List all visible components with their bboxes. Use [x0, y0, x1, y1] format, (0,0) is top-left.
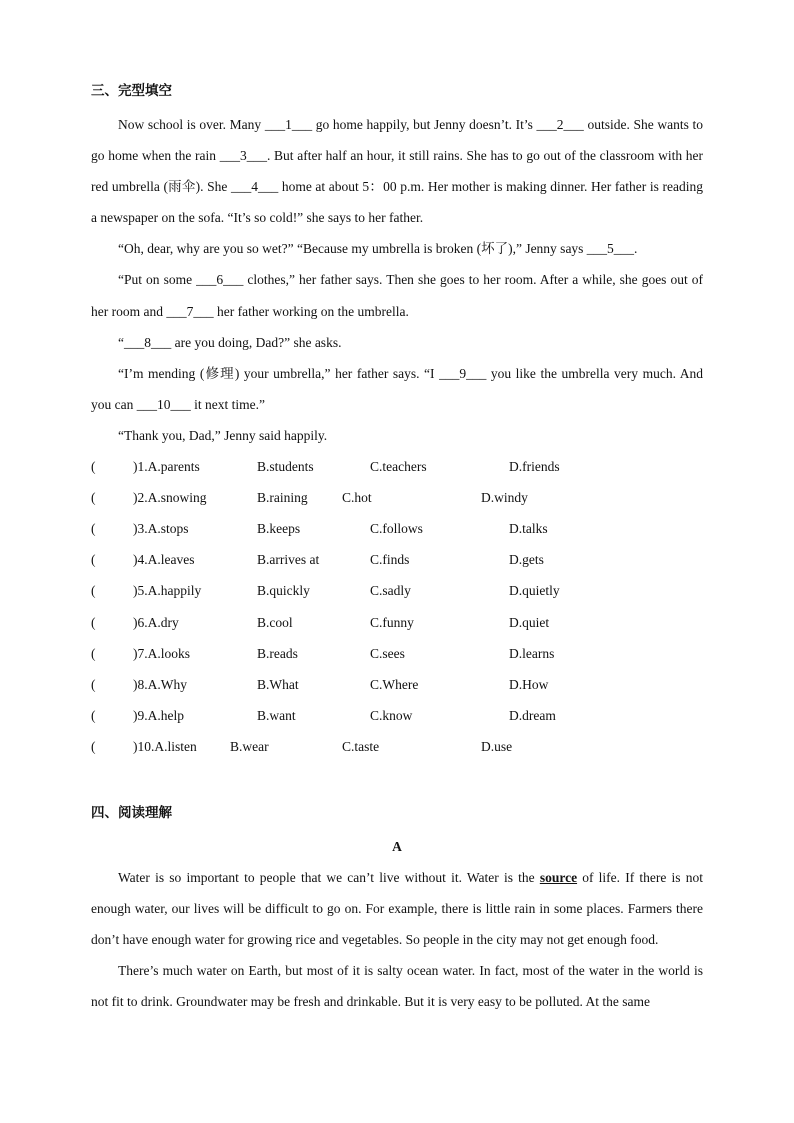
cloze-paragraph: “Oh, dear, why are you so wet?” “Because my umbrella is broken (坏了),” Jenny says ___5___. [118, 241, 638, 257]
option-a: )10.A.listen [133, 738, 197, 754]
option-a: )8.A.Why [133, 676, 187, 692]
question-row [91, 451, 703, 482]
option-a: )3.A.stops [133, 521, 189, 537]
answer-paren[interactable]: ( [91, 552, 96, 568]
reading-text: Water is so important to people that we can’t live without it. Water is the [118, 869, 540, 885]
answer-paren[interactable]: ( [91, 738, 96, 754]
question-row [91, 669, 703, 700]
cloze-paragraph: “___8___ are you doing, Dad?” she asks. [118, 334, 342, 350]
underlined-keyword: source [539, 869, 578, 885]
question-row [91, 544, 703, 575]
option-a: )4.A.leaves [133, 552, 195, 568]
option-b: B.quickly [257, 583, 310, 599]
option-b: B.students [257, 459, 314, 475]
option-a: )6.A.dry [133, 614, 179, 630]
option-a: )2.A.snowing [133, 490, 207, 506]
section-gap [91, 762, 703, 800]
option-d: D.talks [509, 521, 548, 537]
option-d: D.How [509, 676, 549, 692]
option-c: C.finds [370, 552, 410, 568]
answer-paren[interactable]: ( [91, 459, 96, 475]
question-row [91, 513, 703, 544]
reading-paragraph: There’s much water on Earth, but most of it is salty ocean water. In fact, most of the water in the world is not fit to drink. Groundwater may be fresh and drinkable. But it is very easy to be polluted. At the same [91, 963, 703, 1010]
option-c: C.funny [370, 614, 414, 630]
question-row [91, 731, 703, 762]
option-a: )7.A.looks [133, 645, 190, 661]
option-b: B.arrives at [257, 552, 320, 568]
question-row [91, 575, 703, 606]
answer-paren[interactable]: ( [91, 645, 96, 661]
option-a: )5.A.happily [133, 583, 202, 599]
cloze-paragraph: “I’m mending (修理) your umbrella,” her father says. “I ___9___ you like the umbrella very much. And you can ___10___ it next time.” [91, 365, 703, 412]
option-d: D.friends [509, 459, 560, 475]
answer-paren[interactable]: ( [91, 521, 96, 537]
option-c: C.Where [370, 676, 419, 692]
cloze-paragraph: “Thank you, Dad,” Jenny said happily. [118, 427, 328, 443]
cloze-paragraph: Now school is over. Many ___1___ go home happily, but Jenny doesn’t. It’s ___2___ outside. She wants to go home when the rain ___3___. But after half an hour, it still rains. She has to go out of the classroom with her red umbrella (雨伞). She ___4___ home at about 5：00 p.m. Her mother is making dinner. Her father is reading a newspaper on the sofa. “It’s so cold!” she says to her father. [91, 117, 703, 226]
option-b: B.cool [257, 614, 293, 630]
document-page [91, 78, 703, 1017]
question-row [91, 700, 703, 731]
section-title-reading: 四、阅读理解 [91, 804, 172, 821]
question-row [91, 482, 703, 513]
answer-paren[interactable]: ( [91, 583, 96, 599]
option-c: C.know [370, 707, 413, 723]
option-b: B.keeps [257, 521, 301, 537]
passage-label: A [392, 838, 402, 854]
question-row [91, 607, 703, 638]
cloze-paragraph: “Put on some ___6___ clothes,” her father says. Then she goes to her room. After a while, she goes out of her room and ___7___ her father working on the umbrella. [91, 272, 703, 319]
option-c: C.teachers [370, 459, 427, 475]
option-a: )9.A.help [133, 707, 184, 723]
question-row [91, 638, 703, 669]
reading-text: of life. If there is not enough water, our lives will be difficult to go on. For example, there is little rain in some places. Farmers there don’t have enough water for growing rice and vegetables. So people in the city may not get enough food. [91, 869, 703, 948]
option-d: D.learns [509, 645, 555, 661]
option-d: D.quiet [509, 614, 550, 630]
option-d: D.windy [481, 490, 528, 506]
answer-paren[interactable]: ( [91, 707, 96, 723]
option-c: C.follows [370, 521, 423, 537]
option-b: B.wear [230, 738, 269, 754]
option-b: B.What [257, 676, 299, 692]
answer-paren[interactable]: ( [91, 490, 96, 506]
option-c: C.sees [370, 645, 405, 661]
option-d: D.quietly [509, 583, 560, 599]
option-a: )1.A.parents [133, 459, 200, 475]
question-list [91, 451, 703, 762]
option-b: B.raining [257, 490, 308, 506]
answer-paren[interactable]: ( [91, 614, 96, 630]
option-c: C.sadly [370, 583, 411, 599]
option-c: C.taste [342, 738, 380, 754]
section-title-cloze: 三、完型填空 [91, 83, 172, 99]
option-b: B.reads [257, 645, 298, 661]
option-b: B.want [257, 707, 296, 723]
option-d: D.gets [509, 552, 544, 568]
option-d: D.use [481, 738, 513, 754]
answer-paren[interactable]: ( [91, 676, 96, 692]
reading-paragraph [91, 862, 703, 955]
option-d: D.dream [509, 707, 556, 723]
option-c: C.hot [342, 490, 372, 506]
